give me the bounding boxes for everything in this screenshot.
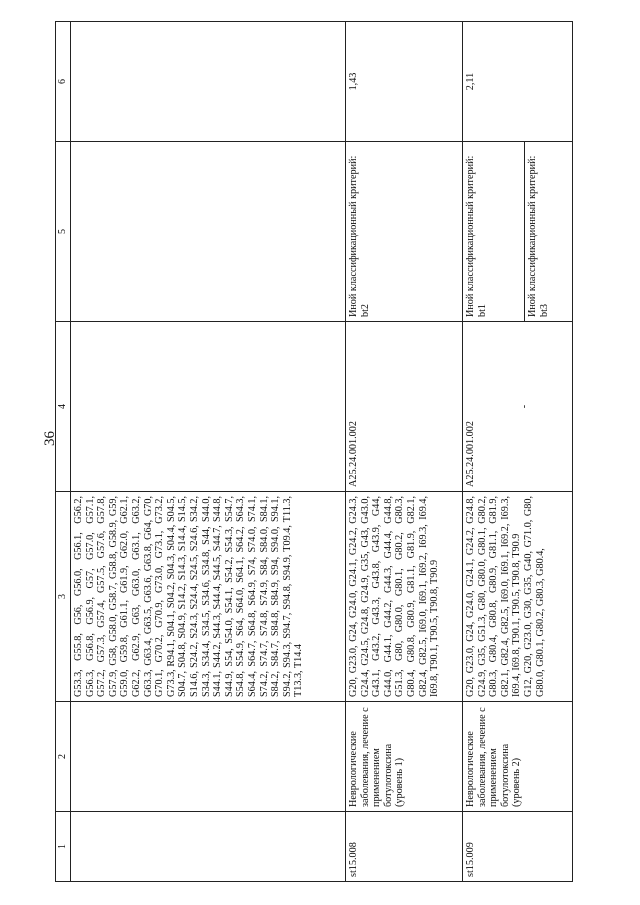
header-col-4: 4: [56, 322, 71, 492]
header-col-1: 1: [56, 812, 71, 882]
row-criteria: Иной классификационный критерий: bt2: [346, 142, 463, 322]
row-icd-codes-main: G20, G23.0, G24, G24.0, G24.1, G24.2, G24.8, G24.9, G35, G51.3, G80, G80.0, G80.1, G80.2, G80.3, G80.4, G80.8, G80.9, G81.1, G81.9, G82.1, G82.4, G82.5, I69.0, I69.1, I69.2, I69.3, I69.4, I69.8, T90.1, T90.5, T90.8, T90.9: [465, 496, 523, 697]
header-col-6: 6: [56, 22, 71, 142]
tariff-table: [55, 21, 573, 882]
header-col-3: 3: [56, 492, 71, 702]
header-col-5: 5: [56, 142, 71, 322]
row-name: Неврологические заболевания, лечение с применением ботулотоксина (уровень 2): [463, 702, 573, 812]
row-criteria-main: Иной классификационный критерий: bt1: [465, 155, 488, 317]
row-icd-codes-extra: G12, G20, G23.0, G30, G35, G40, G71.0, G80, G80.0, G80.1, G80.2, G80.3, G80.4,: [522, 496, 546, 697]
row-coefficient: 2,11: [463, 22, 573, 142]
header-col-2: 2: [56, 702, 71, 812]
row-service-code-main: A25.24.001.002: [465, 421, 476, 487]
page-number: 36: [42, 431, 58, 446]
row-criteria: [463, 142, 573, 322]
table-row: [463, 22, 573, 882]
row-service-code: A25.24.001.002: [346, 322, 463, 492]
row-criteria: [71, 142, 346, 322]
row-code: [71, 812, 346, 882]
row-service-code-extra: -: [518, 404, 530, 409]
row-service-code: [71, 322, 346, 492]
row-icd-codes: G20, G23.0, G24, G24.0, G24.1, G24.2, G24.3, G24.4, G24.5, G24.8, G24.9, G35, G43, G43.0, G43.1, G43.2, G43.3, G43.8, G43.9, G44, G44.0, G44.1, G44.2, G44.3, G44.4, G44.8, G51.3, G80, G80.0, G80.1, G80.2, G80.3, G80.4, G80.8, G80.9, G81.1, G81.9, G82.1, G82.4, G82.5, I69.0, I69.1, I69.2, I69.3, I69.4, I69.8, T90.1, T90.5, T90.8, T90.9: [346, 492, 463, 702]
row-code: st15.008: [346, 812, 463, 882]
row-name: Неврологические заболевания, лечение с применением ботулотоксина (уровень 1): [346, 702, 463, 812]
row-coefficient: 1,43: [346, 22, 463, 142]
rotated-table-container: [55, 22, 605, 882]
table-row: [71, 22, 346, 882]
row-icd-codes: [463, 492, 573, 702]
row-name: [71, 702, 346, 812]
row-service-code: [463, 322, 573, 492]
row-coefficient: [71, 22, 346, 142]
row-criteria-extra: Иной классификационный критерий: bt3: [524, 142, 572, 321]
row-icd-codes: G53.3, G55.8, G56, G56.0, G56.1, G56.2, G56.3, G56.8, G56.9, G57, G57.0, G57.1, G57.2, G57.3, G57.4, G57.5, G57.6, G57.8, G57.9, G58, G58.0, G58.7, G58.8, G58.9, G59, G59.0, G59.8, G61.1, G61.9, G62.0, G62.1, G62.2, G62.9, G63, G63.0, G63.1, G63.2, G63.3, G63.4, G63.5, G63.6, G63.8, G64, G70, G70.1, G70.2, G70.9, G73.0, G73.1, G73.2, G73.3, R94.1, S04.1, S04.2, S04.3, S04.4, S04.5, S04.7, S04.8, S04.9, S14.2, S14.3, S14.4, S14.5, S14.6, S24.2, S24.3, S24.4, S24.5, S24.6, S34.2, S34.3, S34.4, S34.5, S34.6, S34.8, S44, S44.0, S44.1, S44.2, S44.3, S44.4, S44.5, S44.7, S44.8, S44.9, S54, S54.0, S54.1, S54.2, S54.3, S54.7, S54.8, S54.9, S64, S64.0, S64.1, S64.2, S64.3, S64.4, S64.7, S64.8, S64.9, S74, S74.0, S74.1, S74.2, S74.7, S74.8, S74.9, S84, S84.0, S84.1, S84.2, S84.7, S84.8, S84.9, S94, S94.0, S94.1, S94.2, S94.3, S94.7, S94.8, S94.9, T09.4, T11.3, T13.3, T14.4: [71, 492, 346, 702]
header-row: [56, 22, 71, 882]
row-code: st15.009: [463, 812, 573, 882]
table-row: [346, 22, 463, 882]
